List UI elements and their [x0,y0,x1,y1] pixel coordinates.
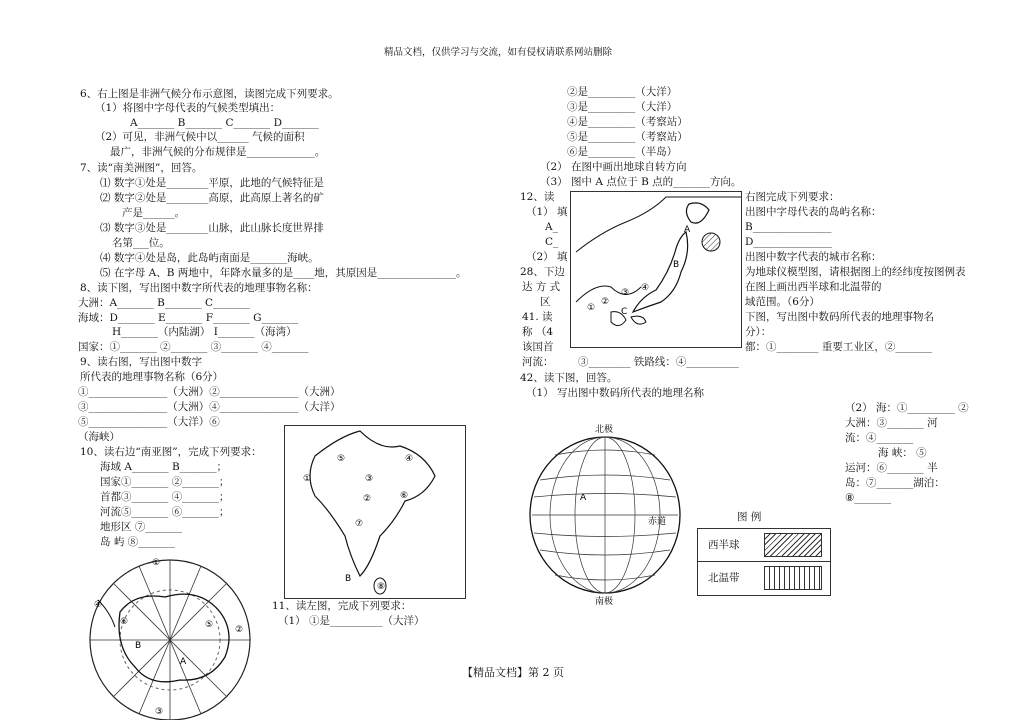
q42-2-r6[interactable]: ⑧_______ [845,492,892,504]
svg-text:B: B [135,641,142,651]
svg-text:A: A [180,657,187,667]
q41-l11: 河流： [522,356,554,368]
svg-text:③: ③ [621,288,630,298]
q7-4: ⑷ 数字④处是岛，此岛屿南面是_______海峡。 [100,252,319,264]
q12-l0: 12、读 [520,191,555,203]
q42-title: 42、读下图，回答。 [520,372,618,384]
q42-1: （1） 写出图中数码所代表的地理名称 [526,387,705,399]
q7-2: ⑵ 数字②处是________高原，此高原上著名的矿 [100,192,324,204]
q7-title: 7、读“南美洲图”，回答。 [80,162,203,174]
q11-r3[interactable]: ③是_________（大洋） [567,101,678,113]
q7-1: ⑴ 数字①处是________平原，此地的气候特征是 [100,177,324,189]
q11-2: （2） 在图中画出地球自转方向 [540,161,687,173]
q8-countries[interactable]: 国家：①_______ ②_______ ③_______ ④_______ [78,341,309,353]
legend-north-swatch [764,566,822,590]
q8-seas2[interactable]: H_______（内陆湖） I_______（海湾） [112,326,297,338]
svg-text:②: ② [235,625,244,635]
svg-text:①: ① [303,474,312,484]
q41-l8: 41. 读 [522,311,553,323]
svg-text:⑧: ⑧ [377,582,386,592]
svg-text:⑥: ⑥ [120,617,129,627]
q12-l1: （1） 填 [526,206,568,218]
q7-3: ⑶ 数字③处是________山脉，此山脉长度世界排 [100,222,324,234]
svg-text:B: B [345,574,352,584]
q6-2b: 最广，非洲气候的分布规律是_____________。 [110,146,326,158]
svg-text:⑦: ⑦ [355,519,364,529]
q11-r6[interactable]: ⑥是_________（半岛） [567,146,678,158]
svg-text:④: ④ [405,454,414,464]
q28-l6: 达 方 式 [522,281,561,293]
q42-2-r1[interactable]: 大洲：③_______ 河 [845,417,938,429]
q12-l3: C_ [545,236,559,248]
legend-west-swatch [764,533,822,557]
q8-title: 8、读下图，写出图中数字所代表的地理事物名称： [80,282,318,294]
q42-2-r3: 海 峡： ⑤ [878,447,927,459]
q8-seas[interactable]: 海域：D_______ E_______ F_______ G_______ [78,312,299,324]
q41-r8: 下图，写出图中数码所代表的地理事物名 [745,311,934,323]
q11-r2[interactable]: ②是_________（大洋） [567,86,678,98]
legend-west-label: 西半球 [708,539,740,551]
q8-continents[interactable]: 大洲：A_______ B_______ C_______ [78,297,250,309]
svg-text:③: ③ [155,707,164,717]
q10-capital[interactable]: 首都③_______ ④_______； [100,491,230,503]
q12-r1: 出图中字母代表的岛屿名称： [745,206,882,218]
q42-2-r4[interactable]: 运河：⑥_______ 半 [845,462,938,474]
q41-tail[interactable]: ③________ 铁路线：④__________ [578,356,739,368]
globe-north-label: 北极 [595,425,614,435]
q6-1: （1）将图中字母代表的气候类型填出： [95,102,281,114]
q12-r3[interactable]: D_______________ [745,236,833,248]
q11-3: （3） 图中 A 点位于 B 点的_______方向。 [540,176,742,188]
svg-text:A: A [684,225,691,235]
q9-r1[interactable]: ①_______________（大洲）②_______________（大洲） [78,386,341,398]
q10-river[interactable]: 河流⑤_______ ⑥_______； [100,506,230,518]
globe-south-label: 南极 [595,597,614,605]
globe-equator-label: 赤道 [648,517,667,527]
q11-title: 11、读左图，完成下列要求： [272,600,412,612]
svg-text:①: ① [152,558,161,568]
legend-title: 图 例 [737,511,762,523]
q10-title: 10、读右边“南亚图”，完成下列要求： [80,446,262,458]
q11-r5[interactable]: ⑤是_________（考察站） [567,131,688,143]
q6-2: （2）可见，非洲气候中以______ 气候的面积 [95,131,305,143]
q10-island[interactable]: 岛 屿 ⑧_______ [100,536,175,548]
q9-title: 9、读右图，写出图中数字 [80,356,203,368]
svg-text:③: ③ [365,474,374,484]
q28-r5: 为地球仪模型图，请根据图上的经纬度按图例表 [745,266,966,278]
svg-text:④: ④ [94,600,103,610]
q10-terrain[interactable]: 地形区 ⑦_______ [100,521,183,533]
svg-text:C: C [621,307,628,317]
svg-text:④: ④ [641,283,650,293]
q41-r9: 分）： [745,326,772,338]
q9-r3[interactable]: ⑤_______________（大洋）⑥ [78,416,220,428]
q6-title: 6、右上图是非洲气候分布示意图，读图完成下列要求。 [80,88,339,100]
q41-l10: 该国首 [522,341,554,353]
q11-1[interactable]: （1） ①是__________（大洋） [278,615,425,627]
svg-text:⑥: ⑥ [400,491,409,501]
svg-text:①: ① [587,303,596,313]
q28-r6: 在图上画出西半球和北温带的 [745,281,882,293]
q42-2-r5[interactable]: 岛：⑦_______湖泊： [845,477,945,489]
svg-text:⑤: ⑤ [205,620,214,630]
q7-2b: 产是______。 [122,207,185,219]
q7-3b: 名第___位。 [112,237,170,249]
q9-sub: 所代表的地理事物名称（6分） [80,371,224,383]
globe-diagram [520,420,690,605]
q11-r4[interactable]: ④是_________（考察站） [567,116,688,128]
q10-country[interactable]: 国家①_______ ②_______； [100,476,230,488]
south-asia-map [284,425,466,599]
q42-2-r0[interactable]: （2） 海：①_________ ② [845,402,969,414]
svg-text:②: ② [601,297,610,307]
q12-r4: 出图中数字代表的城市名称： [745,251,882,263]
q10-sea[interactable]: 海域 A_______ B_______； [100,461,227,473]
q12-r0: 右图完成下列要求： [745,191,840,203]
svg-text:⑤: ⑤ [337,454,346,464]
legend-north-label: 北温带 [708,572,740,584]
svg-text:②: ② [363,494,372,504]
legend-box [697,528,831,596]
q6-blanks[interactable]: A_______ B_______ C_______ D_______ [130,117,319,129]
q41-l9: 称 （4 [522,326,554,338]
globe-a-label: A [580,493,587,503]
page-footer: 【精品文档】第 2 页 [462,666,564,679]
q42-2-r2[interactable]: 流：④_______ [845,432,914,444]
q28-r7: 域范围。（6分） [745,296,820,308]
q9-r4: （海峡） [78,431,120,443]
q12-l4: （2） 填 [526,251,568,263]
japan-map [570,191,742,348]
q7-5: ⑸ 在字母 A、B 两地中，年降水量多的是____地，其原因是_______________。 [100,267,467,279]
svg-text:B: B [673,260,680,270]
q28-l5: 28、下边 [520,266,565,278]
q12-r2[interactable]: B_______________ [745,221,832,233]
page-header: 精品文档，仅供学习与交流，如有侵权请联系网站删除 [384,47,613,58]
q41-r10[interactable]: 都：①________ 重要工业区，②_______ [745,341,933,353]
q9-r2[interactable]: ③_______________（大洲）④_______________（大洋） [78,401,341,413]
antarctica-map [80,552,268,720]
q12-l2: A_ [545,221,558,233]
q28-l7: 区 [540,296,551,308]
